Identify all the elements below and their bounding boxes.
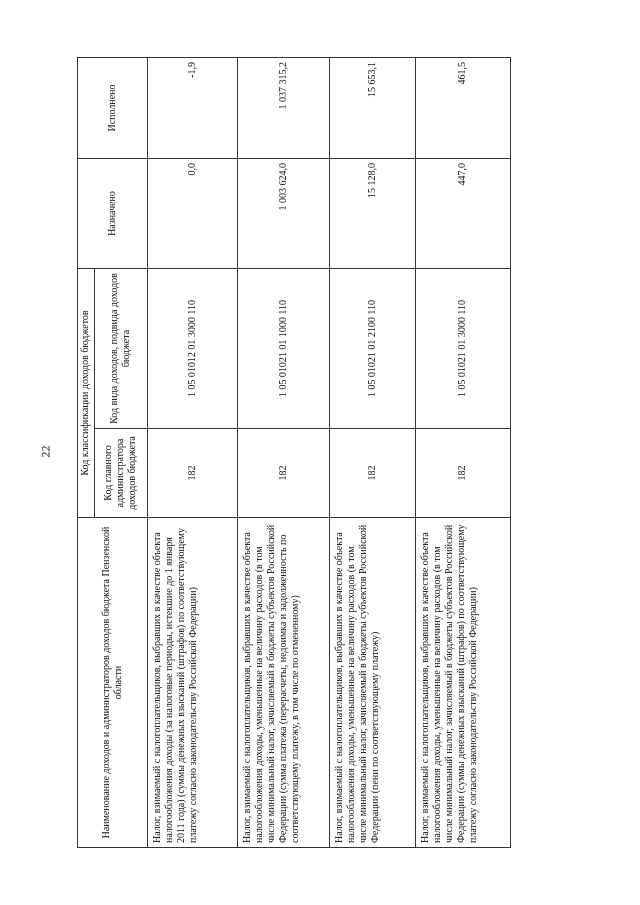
row-revenue-code: 1 05 01021 01 3000 110 — [416, 269, 511, 429]
table-row — [330, 58, 416, 848]
rotated-table-container — [77, 58, 510, 848]
row-executed: 15 653,1 — [330, 58, 416, 159]
table-row — [416, 58, 511, 848]
row-revenue-code: 1 05 01021 01 1000 110 — [238, 269, 330, 429]
header-assigned: Назначено — [78, 159, 148, 269]
row-assigned: 447,0 — [416, 159, 511, 269]
header-classification: Код классификации доходов бюджетов — [78, 269, 95, 518]
row-assigned: 15 128,0 — [330, 159, 416, 269]
row-revenue-code: 1 05 01021 01 2100 110 — [330, 269, 416, 429]
row-admin-code: 182 — [416, 429, 511, 518]
header-admin-code: Код главного администратора доходов бюджета — [95, 429, 148, 518]
table-row — [238, 58, 330, 848]
header-revenue-code: Код вида доходов, подвида доходов бюджета — [95, 269, 148, 429]
header-executed: Исполнено — [78, 58, 148, 159]
row-executed: -1,9 — [148, 58, 238, 159]
row-assigned: 0,0 — [148, 159, 238, 269]
row-name: Налог, взимаемый с налогоплательщиков, выбравших в качестве объекта налогообложения доходы, уменьшенные на величину расходов (в том числе минимальный налог, зачисляемый в бюджеты субъектов Российской Федерации (сумма платежа (перерасчеты, недоимка и задолженность по соответствующему платежу, в том числе по отмененному) — [238, 518, 330, 848]
header-name: Наименование доходов и администраторов доходов бюджета Пензенской области — [78, 518, 148, 848]
row-admin-code: 182 — [238, 429, 330, 518]
table-row — [148, 58, 238, 848]
row-assigned: 1 003 624,0 — [238, 159, 330, 269]
row-name: Налог, взимаемый с налогоплательщиков, выбравших в качестве объекта налогообложения доходы, уменьшенные на величину расходов (в том числе минимальный налог, зачисляемый в бюджеты субъектов Российской Федерации (пени по соответствующему платежу) — [330, 518, 416, 848]
row-revenue-code: 1 05 01012 01 3000 110 — [148, 269, 238, 429]
row-admin-code: 182 — [148, 429, 238, 518]
row-name: Налог, взимаемый с налогоплательщиков, выбравших в качестве объекта налогообложения доходы (за налоговые периоды, истекшие до 1 января 2011 года) (суммы денежных взысканий (штрафов) по соответствующему платежу согласно законодательству Российской Федерации) — [148, 518, 238, 848]
row-executed: 1 037 315,2 — [238, 58, 330, 159]
row-name: Налог, взимаемый с налогоплательщиков, выбравших в качестве объекта налогообложения доходы, уменьшенные на величину расходов (в том числе минимальный налог, зачисляемый в бюджеты субъектов Российской Федерации (суммы денежных взысканий (штрафов) по соответствующему платежу согласно законодательству Российской Федерации) — [416, 518, 511, 848]
revenue-table — [77, 57, 511, 848]
row-executed: 461,5 — [416, 58, 511, 159]
page-number: 22 — [38, 445, 53, 458]
row-admin-code: 182 — [330, 429, 416, 518]
